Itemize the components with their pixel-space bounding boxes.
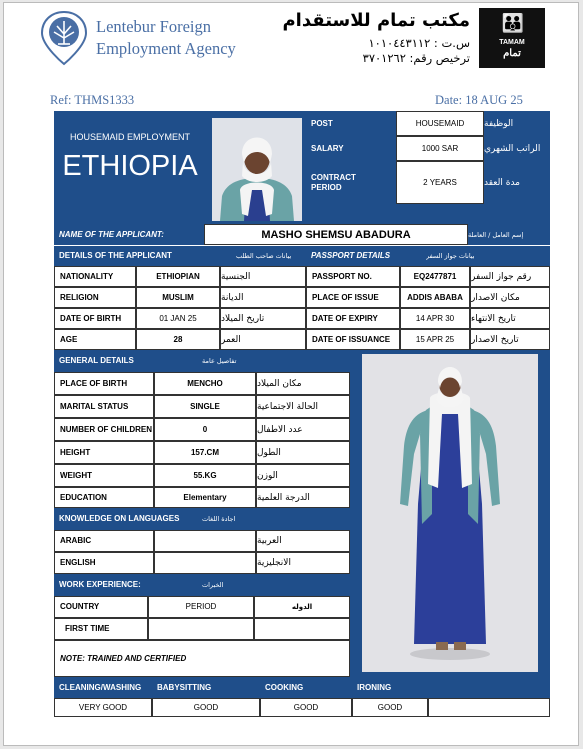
skill-value: GOOD (352, 698, 428, 717)
general-header: GENERAL DETAILS (54, 350, 202, 372)
language-row-value (154, 552, 256, 574)
job-title: HOUSEMAID EMPLOYMENT (69, 132, 190, 142)
agency-name (96, 16, 236, 60)
agency-logo-icon (40, 10, 88, 66)
passport-row-value: 15 APR 25 (400, 329, 470, 350)
general-row-label: NUMBER OF CHILDREN (54, 418, 154, 441)
license-number-arabic: ترخيص رقم: ٣٧٠١٢٦٢ (362, 51, 470, 65)
contract-period-arabic: مدة العقد (484, 161, 550, 204)
detail-row-label: NATIONALITY (54, 266, 136, 287)
language-row-label: ARABIC (54, 530, 154, 552)
name-label: NAME OF THE APPLICANT: (54, 224, 204, 245)
passport-row-value: 14 APR 30 (400, 308, 470, 329)
experience-header: WORK EXPERIENCE: (54, 574, 202, 596)
experience-country-label: COUNTRY (54, 596, 148, 618)
detail-row-value: 28 (136, 329, 220, 350)
general-row-label: PLACE OF BIRTH (54, 372, 154, 395)
experience-period-cell (148, 618, 254, 640)
tamam-logo-arabic: تمام (503, 48, 521, 59)
passport-header-arabic: بيانات جواز السفر (426, 246, 550, 266)
passport-row-arabic: رقم جواز السفر (470, 266, 550, 287)
experience-country-arabic: الدوله (254, 596, 350, 618)
applicant-full-body-photo (362, 354, 538, 672)
general-row-value: MENCHO (154, 372, 256, 395)
salary-value: 1000 SAR (396, 136, 484, 161)
details-header-arabic: بيانات صاحب الطلب (236, 246, 306, 266)
skill-label: CLEANING/WASHING (54, 677, 152, 698)
applicant-name: MASHO SHEMSU ABADURA (204, 224, 468, 245)
office-name-arabic: مكتب تمام للاستقدام (282, 10, 470, 31)
passport-row-value: ADDIS ABABA (400, 287, 470, 308)
detail-row-value: 01 JAN 25 (136, 308, 220, 329)
passport-row-label: DATE OF ISSUANCE (306, 329, 400, 350)
general-row-arabic: الدرجة العلمية (256, 487, 350, 508)
detail-row-arabic: تاريخ الميلاد (220, 308, 306, 329)
detail-row-label: RELIGION (54, 287, 136, 308)
general-row-arabic: مكان الميلاد (256, 372, 350, 395)
general-row-value: 55.KG (154, 464, 256, 487)
skill-value: GOOD (260, 698, 352, 717)
passport-row-value: EQ2477871 (400, 266, 470, 287)
passport-row-arabic: مكان الاصدار (470, 287, 550, 308)
general-row-arabic: الوزن (256, 464, 350, 487)
note-text: NOTE: TRAINED AND CERTIFIED (54, 640, 350, 677)
name-arabic: إسم العامل / العاملة (468, 224, 550, 245)
people-icon: 👪 (501, 13, 523, 33)
post-arabic: الوظيفة (484, 111, 550, 136)
detail-row-value: MUSLIM (136, 287, 220, 308)
salary-label: SALARY (306, 136, 396, 161)
detail-row-arabic: العمر (220, 329, 306, 350)
detail-row-arabic: الجنسية (220, 266, 306, 287)
agency-name-line1: Lentebur Foreign (96, 17, 212, 36)
language-row-arabic: الانجليزية (256, 552, 350, 574)
general-row-value: 0 (154, 418, 256, 441)
languages-header: KNOWLEDGE ON LANGUAGES (54, 508, 202, 530)
salary-arabic: الراتب الشهري (484, 136, 550, 161)
language-row-value (154, 530, 256, 552)
experience-header-arabic: الخبرات (202, 574, 350, 596)
tamam-logo-text: TAMAM (499, 39, 525, 46)
general-row-arabic: عدد الاطفال (256, 418, 350, 441)
detail-row-arabic: الديانة (220, 287, 306, 308)
passport-row-label: DATE OF EXPIRY (306, 308, 400, 329)
post-label: POST (306, 111, 396, 136)
general-row-label: HEIGHT (54, 441, 154, 464)
skill-value: VERY GOOD (54, 698, 152, 717)
skill-label: BABYSITTING (152, 677, 260, 698)
details-header: DETAILS OF THE APPLICANT (54, 246, 236, 266)
experience-period-label: PERIOD (148, 596, 254, 618)
skill-value: GOOD (152, 698, 260, 717)
experience-country-cell (254, 618, 350, 640)
general-row-value: Elementary (154, 487, 256, 508)
detail-row-value: ETHIOPIAN (136, 266, 220, 287)
languages-header-arabic: اجادة اللغات (202, 508, 350, 530)
contract-period-value: 2 YEARS (396, 161, 484, 204)
post-value: HOUSEMAID (396, 111, 484, 136)
agency-name-line2: Employment Agency (96, 39, 236, 58)
general-row-label: WEIGHT (54, 464, 154, 487)
general-row-label: EDUCATION (54, 487, 154, 508)
applicant-portrait-photo (212, 118, 302, 221)
skill-label: IRONING (352, 677, 550, 698)
general-row-value: 157.CM (154, 441, 256, 464)
reference-number: Ref: THMS1333 (50, 93, 135, 107)
passport-header: PASSPORT DETAILS (306, 246, 426, 266)
passport-row-arabic: تاريخ الاصدار (470, 329, 550, 350)
skill-label: COOKING (260, 677, 352, 698)
language-row-label: ENGLISH (54, 552, 154, 574)
job-country: ETHIOPIA (62, 150, 198, 182)
general-row-arabic: الطول (256, 441, 350, 464)
skill-empty-cell (428, 698, 550, 717)
document-date: Date: 18 AUG 25 (435, 93, 523, 107)
commercial-register-arabic: س.ت : ١٠١٠٤٤٣١١٢ (368, 36, 470, 50)
passport-row-arabic: تاريخ الانتهاء (470, 308, 550, 329)
general-row-label: MARITAL STATUS (54, 395, 154, 418)
detail-row-label: DATE OF BIRTH (54, 308, 136, 329)
experience-first-time: FIRST TIME (54, 618, 148, 640)
contract-period-label: CONTRACT PERIOD (306, 161, 376, 204)
language-row-arabic: العربية (256, 530, 350, 552)
detail-row-label: AGE (54, 329, 136, 350)
tamam-logo (479, 8, 545, 68)
general-header-arabic: تفاصيل عامة (202, 350, 350, 372)
general-row-value: SINGLE (154, 395, 256, 418)
general-row-arabic: الحالة الاجتماعية (256, 395, 350, 418)
passport-row-label: PASSPORT NO. (306, 266, 400, 287)
passport-row-label: PLACE OF ISSUE (306, 287, 400, 308)
